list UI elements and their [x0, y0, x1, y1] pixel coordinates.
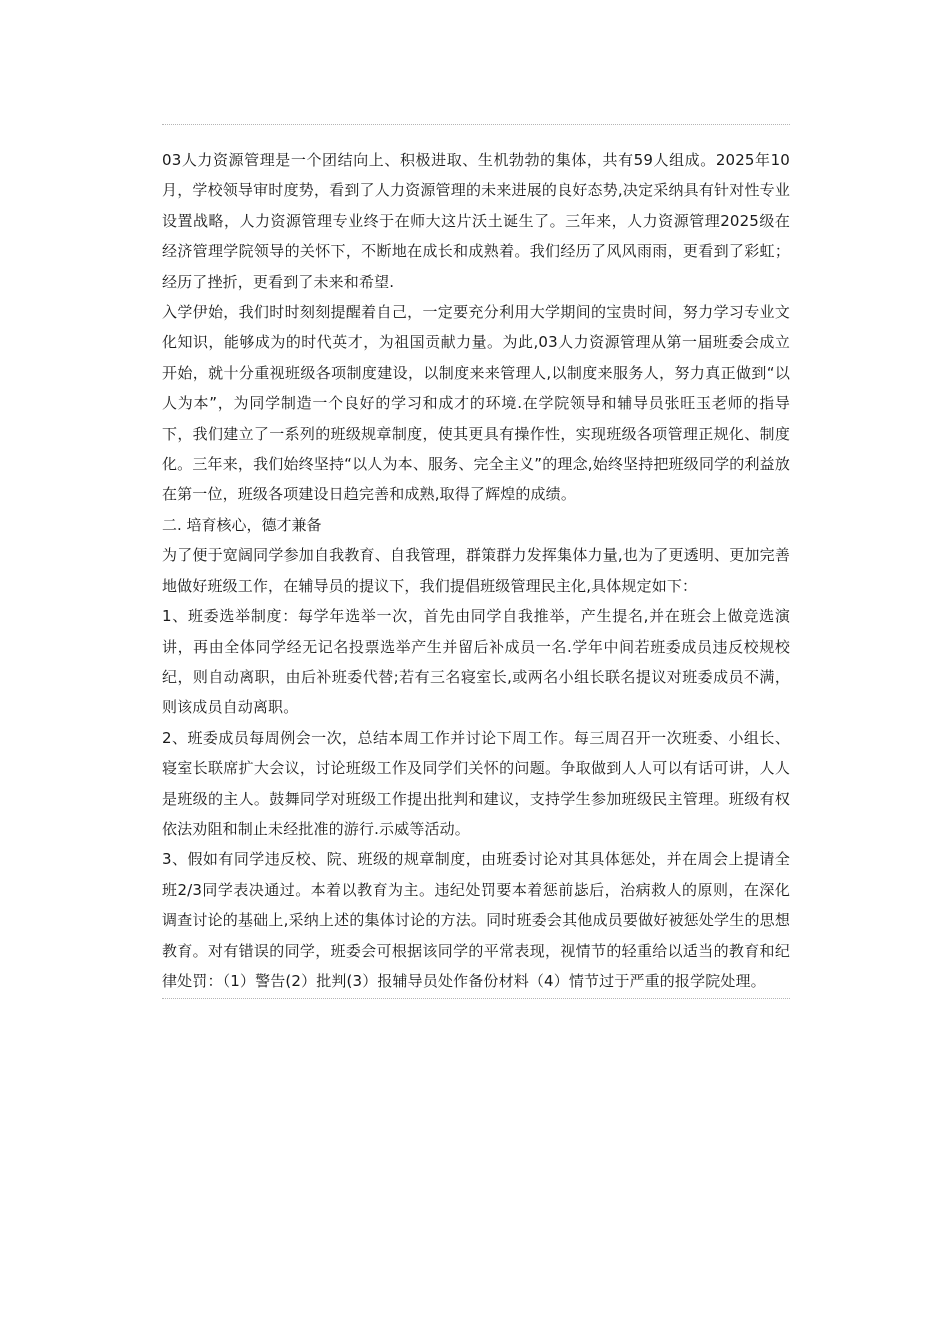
paragraph-rule-2: 2、班委成员每周例会一次，总结本周工作并讨论下周工作。每三周召开一次班委、小组长、寝室长联席扩大会议，讨论班级工作及同学们关怀的问题。争取做到人人可以有话可讲，人人是班级的主人。鼓舞同学对班级工作提出批判和建议，支持学生参加班级民主管理。班级有权依法劝阻和制止未经批准的游行.示威等活动。: [162, 728, 790, 838]
paragraph-intro: 03人力资源管理是一个团结向上、积极进取、生机勃勃的集体，共有59人组成。2025年10月，学校领导审时度势，看到了人力资源管理的未来进展的良好态势,决定采纳具有针对性专业设置战略，人力资源管理专业终于在师大这片沃土诞生了。三年来，人力资源管理2025级在经济管理学院领导的关怀下，不断地在成长和成熟着。我们经历了风风雨雨，更看到了彩虹；经历了挫折，更看到了未来和希望.: [162, 151, 790, 291]
paragraph-rule-3: 3、假如有同学违反校、院、班级的规章制度，由班委讨论对其具体惩处，并在周会上提请全班2/3同学表决通过。本着以教育为主。违纪处罚要本着惩前毖后，治病救人的原则，在深化调查讨论的基础上,采纳上述的集体讨论的方法。同时班委会其他成员要做好被惩处学生的思想教育。对有错误的同学，班委会可根据该同学的平常表现，视情节的轻重给以适当的教育和纪律处罚：（1）警告(2）批判(3）报辅导员处作备份材料（4）情节过于严重的报学院处理。: [162, 850, 790, 990]
document-page: [162, 124, 790, 999]
paragraph-democracy: 为了便于宽阔同学参加自我教育、自我管理，群策群力发挥集体力量,也为了更透明、更加完善地做好班级工作，在辅导员的提议下，我们提倡班级管理民主化,具体规定如下：: [162, 546, 790, 595]
paragraph-class-system: 入学伊始，我们时时刻刻提醒着自己，一定要充分利用大学期间的宝贵时间，努力学习专业文化知识，能够成为的时代英才，为祖国贡献力量。为此,03人力资源管理从第一届班委会成立开始，就十分重视班级各项制度建设，以制度来来管理人,以制度来服务人，努力真正做到“以人为本”，为同学制造一个良好的学习和成才的环境.在学院领导和辅导员张旺玉老师的指导下，我们建立了一系列的班级规章制度，使其更具有操作性，实现班级各项管理正规化、制度化。三年来，我们始终坚持“以人为本、服务、完全主义”的理念,始终坚持把班级同学的利益放在第一位，班级各项建设日趋完善和成熟,取得了辉煌的成绩。: [162, 303, 790, 504]
paragraph-rule-1: 1、班委选举制度：每学年选举一次，首先由同学自我推举，产生提名,并在班会上做竞选演讲，再由全体同学经无记名投票选举产生并留后补成员一名.学年中间若班委成员违反校规校纪，则自动离职，由后补班委代替;若有三名寝室长,或两名小组长联名提议对班委成员不满，则该成员自动离职。: [162, 607, 790, 717]
section-heading: 二. 培育核心，德才兼备: [162, 515, 322, 534]
document-body: [162, 125, 790, 996]
bottom-divider: [162, 998, 790, 999]
